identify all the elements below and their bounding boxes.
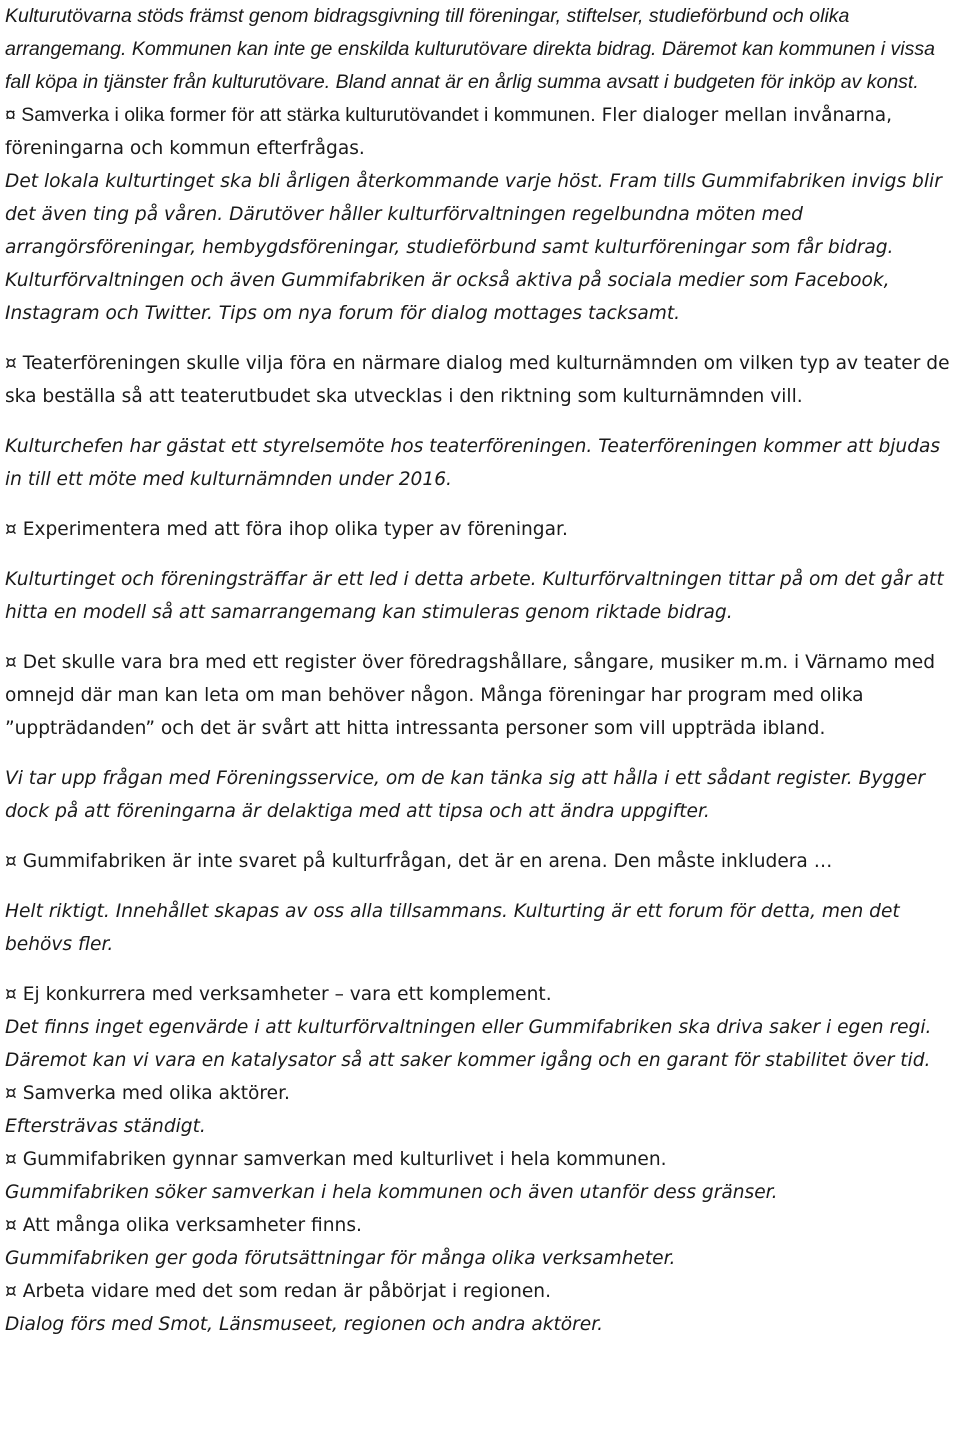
paragraph-experiment-response: Kulturtinget och föreningsträffar är ett led i detta arbete. Kulturförvaltningen tittar på om det går att hitta en modell så att samarrangemang kan stimuleras genom riktade bidrag. (5, 569, 944, 623)
paragraph-teaterforeningen-point: ¤ Teaterföreningen skulle vilja föra en närmare dialog med kulturnämnden om vilken typ av teater de ska beställa så att teaterutbudet ska utvecklas i den riktning som kulturnämnden vill. (5, 353, 950, 407)
paragraph-activities-point: ¤ Att många olika verksamheter finns. (5, 1215, 362, 1236)
paragraph-teaterforeningen-response: Kulturchefen har gästat ett styrelsemöte hos teaterföreningen. Teaterföreningen kommer att bjudas in till ett möte med kulturnämnden under 2016. (5, 436, 941, 490)
paragraph-municipality-response: Gummifabriken söker samverkan i hela kommunen och även utanför dess gränser. (5, 1182, 778, 1203)
paragraph-support-funding: Kulturutövarna stöds främst genom bidragsgivning till föreningar, stiftelser, studieförbund och olika arrangemang. Kommunen kan inte ge enskilda kulturutövare direkta bidrag. Däremot kan kommunen i vissa fall köpa in tjänster från kulturutövare. Bland annat är en årlig summa avsatt i budgeten för inköp av konst. (5, 5, 935, 93)
paragraph-kulturting-response: Det lokala kulturtinget ska bli årligen återkommande varje höst. Fram tills Gummifabriken invigs blir det även ting på våren. Därutöver håller kulturförvaltningen regelbundna möten med arrangörsföreningar, hembygdsföreningar, studieförbund samt kulturföreningar som får bidrag. Kulturförvaltningen och även Gummifabriken är också aktiva på sociala medier som Facebook, Instagram och Twitter. Tips om nya forum för dialog mottages tacksamt. (5, 171, 942, 324)
paragraph-complement-response: Det finns inget egenvärde i att kulturförvaltningen eller Gummifabriken ska driva saker i egen regi. Däremot kan vi vara en katalysator så att saker kommer igång och en garant för stabilitet över tid. (5, 1017, 932, 1071)
paragraph-arena-response: Helt riktigt. Innehållet skapas av oss alla tillsammans. Kulturting är ett forum för detta, men det behövs fler. (5, 901, 900, 955)
paragraph-actors-response: Eftersträvas ständigt. (5, 1116, 206, 1137)
paragraph-region-point: ¤ Arbeta vidare med det som redan är påbörjat i regionen. (5, 1281, 552, 1302)
paragraph-actors-point: ¤ Samverka med olika aktörer. (5, 1083, 290, 1104)
paragraph-municipality-point: ¤ Gummifabriken gynnar samverkan med kulturlivet i hela kommunen. (5, 1149, 667, 1170)
paragraph-region-response: Dialog förs med Smot, Länsmuseet, regionen och andra aktörer. (5, 1314, 604, 1335)
paragraph-arena-point: ¤ Gummifabriken är inte svaret på kulturfrågan, det är en arena. Den måste inkludera … (5, 851, 833, 872)
document-page (5, 0, 955, 1341)
paragraph-cooperation (5, 99, 955, 165)
paragraph-register-response: Vi tar upp frågan med Föreningsservice, om de kan tänka sig att hålla i ett sådant register. Bygger dock på att föreningarna är delaktiga med att tipsa och att ändra uppgifter. (5, 768, 926, 822)
cooperation-dialog-note: Fler dialoger mellan invånarna, föreningarna och kommun efterfrågas. (5, 105, 893, 159)
paragraph-register-point: ¤ Det skulle vara bra med ett register över föredragshållare, sångare, musiker m.m. i Värnamo med omnejd där man kan leta om man behöver någon. Många föreningar har program med olika ”uppträdanden” och det är svårt att hitta intressanta personer som vill uppträda ibland. (5, 652, 936, 739)
paragraph-activities-response: Gummifabriken ger goda förutsättningar för många olika verksamheter. (5, 1248, 676, 1269)
paragraph-experiment-point: ¤ Experimentera med att föra ihop olika typer av föreningar. (5, 519, 568, 540)
paragraph-complement-point: ¤ Ej konkurrera med verksamheter – vara ett komplement. (5, 984, 552, 1005)
cooperation-point: ¤ Samverka i olika former för att stärka kulturutövandet i kommunen. (5, 104, 596, 126)
